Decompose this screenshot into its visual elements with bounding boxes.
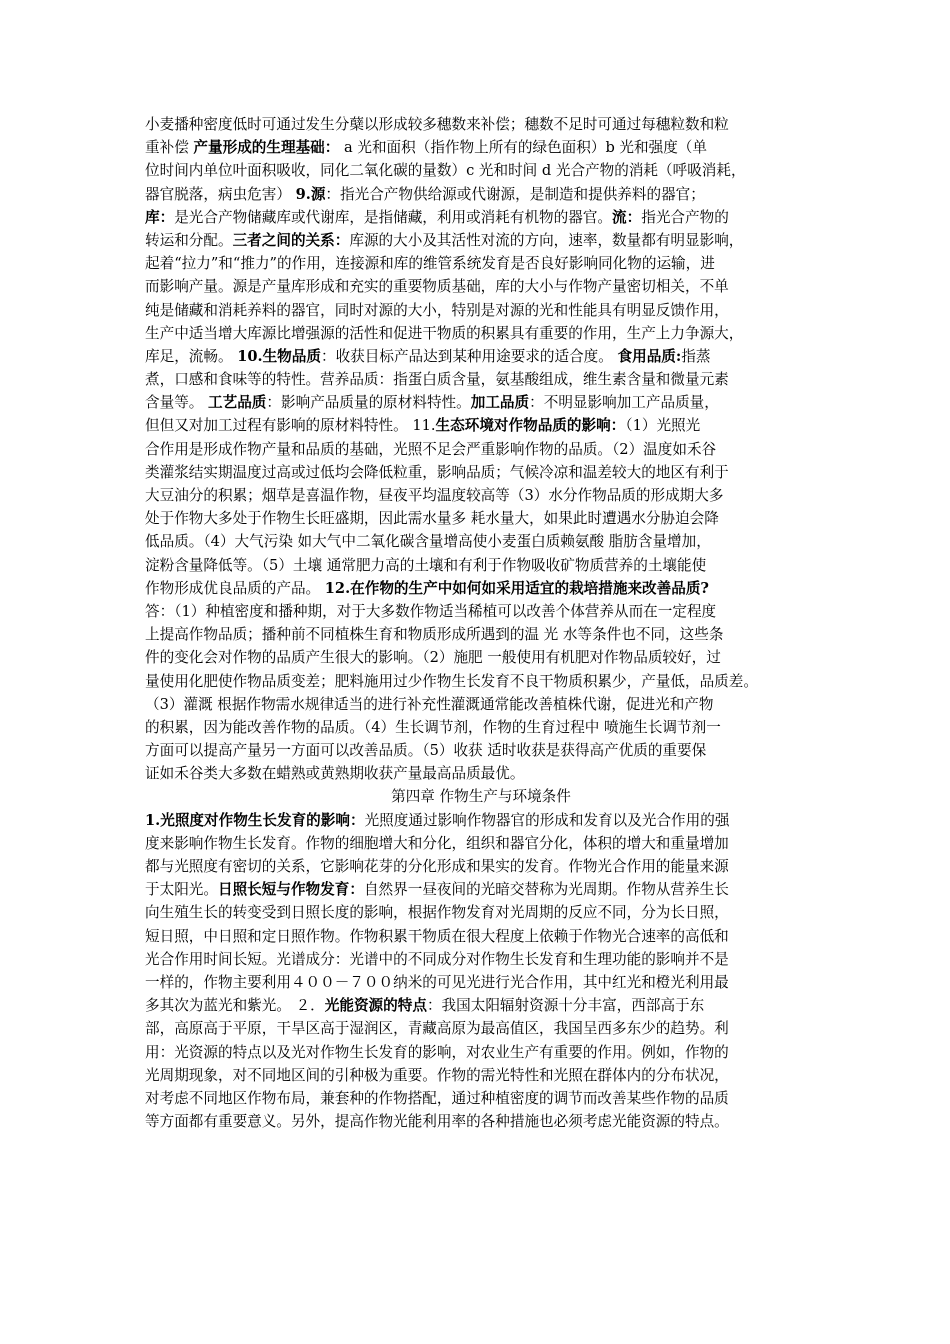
text-line (145, 739, 817, 762)
text-run: 淀粉含量降低等。（5）土壤 通常肥力高的土壤和有利于作物吸收矿物质营养的土壤能使 (145, 556, 707, 574)
text-line (145, 252, 817, 275)
text-line (145, 855, 817, 878)
text-run: 用：光资源的特点以及光对作物生长发育的影响，对农业生产有重要的作用。例如，作物的 (145, 1043, 729, 1061)
text-run: 作物形成优良品质的产品。 (145, 579, 325, 597)
text-run: 自然界一昼夜间的光暗交替称为光周期。作物从营养生长 (363, 881, 729, 899)
text-line (145, 878, 817, 901)
text-run: 多其次为蓝光和紫光。 ２． (145, 997, 325, 1015)
section-yield-quality (145, 113, 817, 785)
text-line (145, 1064, 817, 1087)
text-line (145, 299, 817, 322)
text-run: 于太阳光。 (145, 881, 218, 899)
text-run: 小麦播种密度低时可通过发生分蘖以形成较多穗数来补偿；穗数不足时可通过每穗粒数和粒 (145, 116, 729, 133)
text-run: 起着“拉力”和“推力”的作用，连接源和库的维管系统发育是否良好影响同化物的运输，进 (145, 255, 715, 273)
text-line (145, 206, 817, 229)
text-run: 光照度通过影响作物器官的形成和发育以及光合作用的强 (364, 811, 730, 829)
text-line (145, 507, 817, 530)
text-run: 部，高原高于平原，干旱区高于湿润区，青藏高原为最高值区，我国呈西多东少的趋势。利 (145, 1020, 729, 1038)
text-line (145, 809, 817, 832)
bold-term: 产量形成的生理基础： (193, 139, 340, 157)
bold-term: 加工品质 (470, 394, 530, 412)
text-run: 方面可以提高产量另一方面可以改善品质。（5）收获 适时收获是获得高产优质的重要保 (145, 742, 707, 760)
text-line (145, 530, 817, 553)
text-run: （3）灌溉 根据作物需水规律适当的进行补充性灌溉通常能改善植株代谢，促进光和产物 (145, 695, 714, 713)
text-run: 但但又对加工过程有影响的原材料特性。 11. (145, 417, 436, 435)
text-run: 答：（1）种植密度和播种期，对于大多数作物适当稀植可以改善个体营养从而在一定程度 (145, 602, 717, 620)
text-run: 库源的大小及其活性对流的方向，速率，数量都有明显影响， (349, 231, 744, 249)
text-run: ：我国太阳辐射资源十分丰富，西部高于东 (426, 997, 705, 1015)
bold-term: 食用品质: (617, 347, 682, 365)
text-run: 向生殖生长的转变受到日照长度的影响，根据作物发育对光周期的反应不同，分为长日照， (145, 904, 729, 922)
text-line (145, 554, 817, 577)
text-line (145, 716, 817, 739)
text-run: 而影响产量。源是产量库形成和充实的重要物质基础，库的大小与作物产量密切相关，不单 (145, 278, 729, 296)
text-run: 一样的，作物主要利用４００－７００纳米的可见光进行光合作用，其中红光和橙光利用最 (145, 973, 729, 991)
text-line (145, 136, 817, 159)
bold-term: 工艺品质 (208, 394, 267, 412)
text-run: 等方面都有重要意义。另外，提高作物光能利用率的各种措施也必须考虑光能资源的特点。 (145, 1113, 729, 1131)
text-line (145, 484, 817, 507)
text-line (145, 414, 817, 437)
text-run: ：影响产品质量的原材料特性。 (266, 394, 471, 412)
text-line (145, 1041, 817, 1064)
text-line (145, 229, 817, 252)
section-light-environment (145, 809, 817, 1134)
bold-term: 10.生物品质 (237, 347, 321, 365)
text-run: ：不明显影响加工产品质量， (529, 394, 719, 412)
text-run: 证如禾谷类大多数在蜡熟或黄熟期收获产量最高品质最优。 (145, 765, 525, 783)
text-line (145, 368, 817, 391)
text-run: 处于作物大多处于作物生长旺盛期，因此需水量多 耗水量大，如果此时遭遇水分胁迫会降 (145, 510, 719, 528)
text-run: 转运和分配。 (145, 231, 233, 249)
text-run: 对考虑不同地区作物布局，兼套种的作物搭配，通过种植密度的调节而改善某些作物的品质 (145, 1089, 729, 1107)
text-run: 的积累，因为能改善作物的品质。（4）生长调节剂，作物的生育过程中 喷施生长调节剂一 (145, 718, 721, 736)
text-line (145, 577, 817, 600)
bold-term: 12.在作物的生产中如何如采用适宜的栽培措施来改善品质? (324, 579, 709, 597)
text-line (145, 623, 817, 646)
bold-term: 1.光照度对作物生长发育的影响： (145, 811, 365, 829)
text-run: 纯是储藏和消耗养料的器官，同时对源的大小，特别是对源的光和性能具有明显反馈作用， (145, 301, 729, 319)
text-run: 指蒸 (681, 347, 711, 365)
bold-term: 流： (612, 208, 642, 226)
text-run: 上提高作物品质；播种前不同植株生育和物质形成所遇到的温 光 水等条件也不同，这些条 (145, 626, 724, 644)
bold-term: 三者之间的关系： (232, 231, 350, 249)
text-line (145, 113, 817, 136)
text-line (145, 322, 817, 345)
bold-term: 9.源 (295, 185, 326, 203)
text-line (145, 901, 817, 924)
text-line (145, 994, 817, 1017)
text-run: 含量等。 (145, 394, 209, 412)
bold-term: 日照长短与作物发育： (217, 881, 364, 899)
text-run: 库足，流畅。 (145, 347, 238, 365)
text-run: 指光合产物的 (641, 208, 729, 226)
text-line (145, 461, 817, 484)
text-line (145, 159, 817, 182)
text-line (145, 670, 817, 693)
text-run: ：指光合产物供给源或代谢源，是制造和提供养料的器官； (325, 185, 705, 203)
text-line (145, 438, 817, 461)
text-line (145, 1017, 817, 1040)
text-line (145, 1110, 817, 1133)
text-line (145, 832, 817, 855)
text-run: 短日照，中日照和定日照作物。作物积累干物质在很大程度上依赖于作物光合速率的高低和 (145, 927, 729, 945)
text-run: 是光合产物储藏库或代谢库，是指储藏，利用或消耗有机物的器官。 (174, 208, 613, 226)
text-run: 合作用是形成作物产量和品质的基础，光照不足会严重影响作物的品质。（2）温度如禾谷 (145, 440, 717, 458)
bold-term: 光能资源的特点 (324, 997, 427, 1015)
text-line (145, 925, 817, 948)
text-run: （1）光照光 (625, 417, 701, 435)
text-line (145, 391, 817, 414)
text-line (145, 762, 817, 785)
text-run: 低品质。（4）大气污染 如大气中二氧化碳含量增高使小麦蛋白质赖氨酸 脂肪含量增加， (145, 533, 711, 551)
text-run: 位时间内单位叶面积吸收，同化二氧化碳的量数）c 光和时间 d 光合产物的消耗（呼吸消耗， (145, 162, 746, 180)
chapter-heading: 第四章 作物生产与环境条件 (391, 788, 571, 806)
text-line (145, 345, 817, 368)
text-run: ：收获目标产品达到某种用途要求的适合度。 (320, 347, 618, 365)
text-line (145, 693, 817, 716)
text-run: 都与光照度有密切的关系，它影响花芽的分化形成和果实的发育。作物光合作用的能量来源 (145, 858, 729, 875)
text-run: 量使用化肥使作物品质变差；肥料施用过少作物生长发育不良干物质积累少，产量低，品质差。 (145, 672, 758, 690)
text-run: 光周期现象，对不同地区间的引种极为重要。作物的需光特性和光照在群体内的分布状况， (145, 1066, 729, 1084)
bold-term: 生态环境对作物品质的影响： (435, 417, 626, 435)
text-run: 度来影响作物生长发育。作物的细胞增大和分化，组织和器官分化，体积的增大和重量增加 (145, 834, 729, 852)
text-line (145, 275, 817, 298)
text-run: 器官脱落，病虫危害） (145, 185, 296, 203)
text-line (145, 646, 817, 669)
bold-term: 库： (145, 208, 175, 226)
text-run: 重补偿 (145, 139, 194, 157)
text-run: 生产中适当增大库源比增强源的活性和促进干物质的积累具有重要的作用，生产上力争源大， (145, 324, 744, 342)
text-line (145, 183, 817, 206)
document-body (145, 113, 817, 1133)
text-line (145, 1087, 817, 1110)
text-line (145, 600, 817, 623)
text-run: 大豆油分的积累；烟草是喜温作物，昼夜平均温度较高等（3）水分作物品质的形成期大多 (145, 487, 724, 504)
text-run: 件的变化会对作物的品质产生很大的影响。（2）施肥 一般使用有机肥对作物品质较好，过 (145, 649, 721, 667)
text-run: a 光和面积（指作物上所有的绿色面积）b 光和强度（单 (339, 139, 707, 157)
text-run: 煮，口感和食味等的特性。营养品质：指蛋白质含量，氨基酸组成，维生素含量和微量元素 (145, 371, 729, 389)
text-run: 光合作用时间长短。光谱成分：光谱中的不同成分对作物生长发育和生理功能的影响并不是 (145, 950, 729, 968)
text-line (145, 971, 817, 994)
text-run: 类灌浆结实期温度过高或过低均会降低粒重，影响品质；气候冷凉和温差较大的地区有利于 (145, 463, 729, 481)
text-line (145, 948, 817, 971)
